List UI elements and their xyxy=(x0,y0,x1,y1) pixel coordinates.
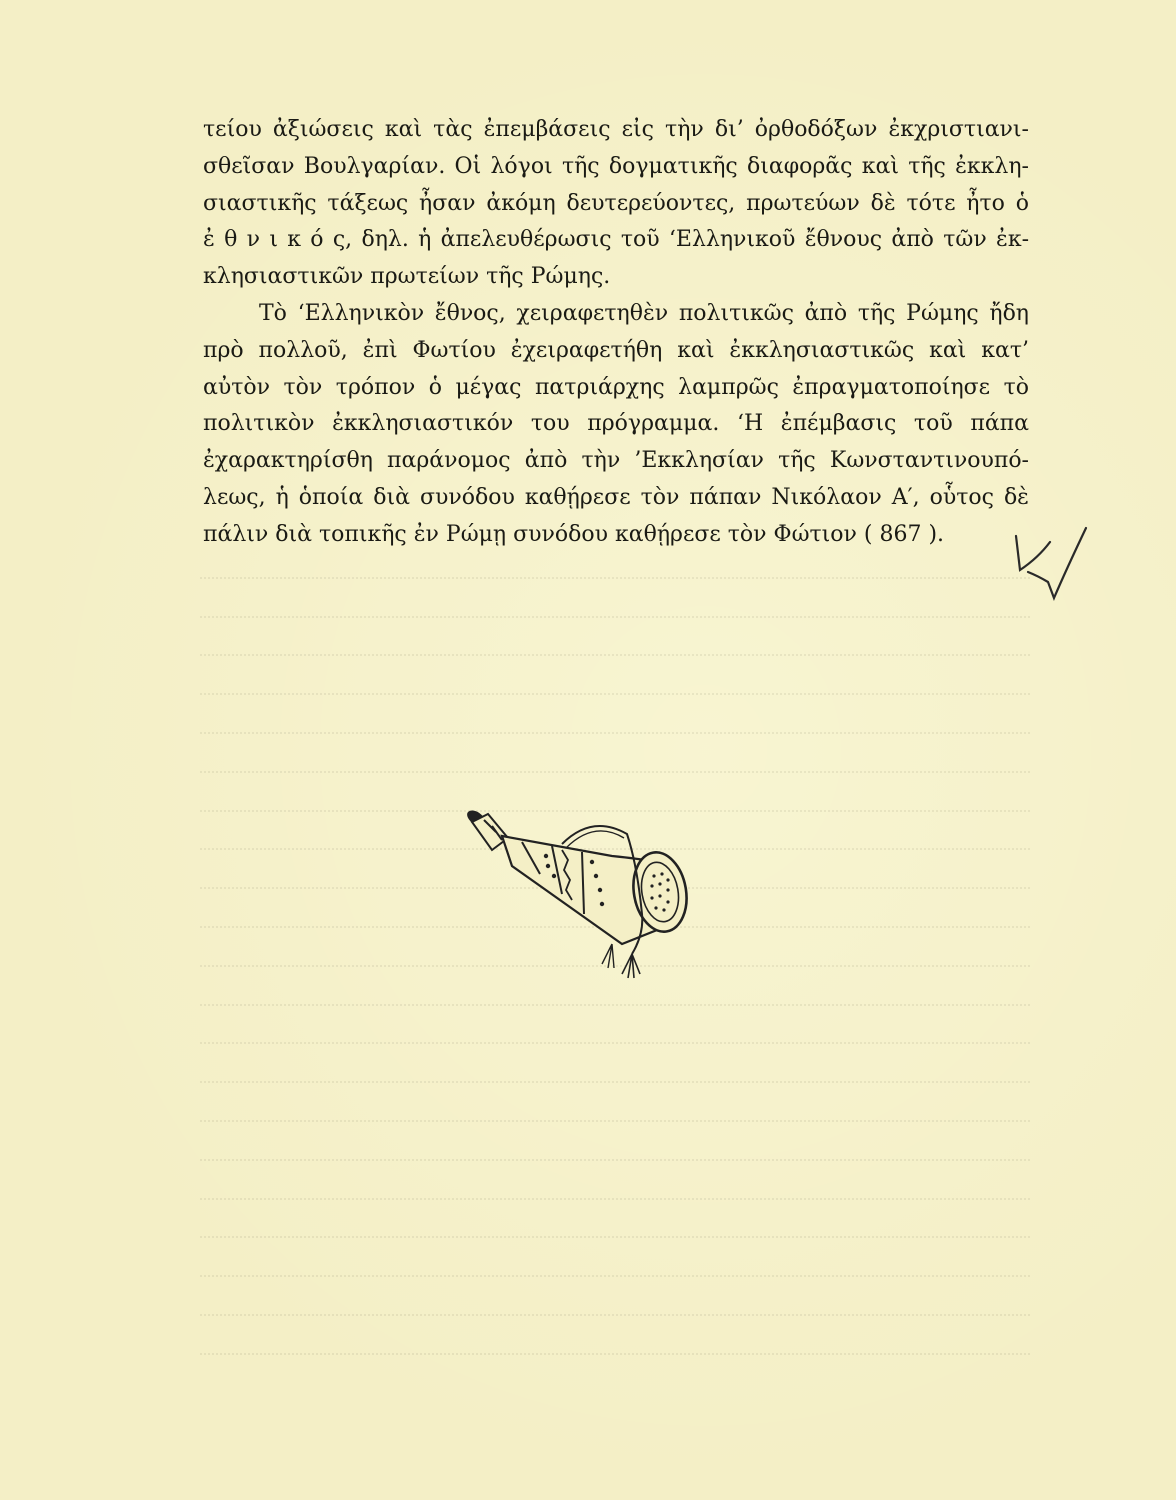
text-line: ἐ θ ν ι κ ό ς, δηλ. ἡ ἀπελευθέρωσις τοῦ ‘Ελληνικοῦ ἔθνους ἀπὸ τῶν ἐκ- xyxy=(203,227,1029,253)
paragraph-1 xyxy=(203,112,1029,296)
horn-icon xyxy=(462,804,702,989)
text-line: σιαστικῆς τάξεως ἦσαν ἀκόμη δευτερεύοντες, πρωτεύων δὲ τότε ἦτο ὁ xyxy=(203,190,1029,216)
text-line: πάλιν διὰ τοπικῆς ἐν Ρώμῃ συνόδου καθῄρεσε τὸν Φώτιον ( 867 ). xyxy=(203,521,945,547)
text-line: ἐχαρακτηρίσθη παράνομος ἀπὸ τὴν ’Εκκλησίαν τῆς Κωνσταντινουπό- xyxy=(203,448,1029,474)
text-line: λεως, ἡ ὁποία διὰ συνόδου καθῄρεσε τὸν πάπαν Νικόλαον Α′, οὗτος δὲ xyxy=(203,484,1029,510)
text-line: αὐτὸν τὸν τρόπον ὁ μέγας πατριάρχης λαμπρῶς ἐπραγματοποίησε τὸ xyxy=(203,374,1029,400)
text-line: Τὸ ‘Ελληνικὸν ἔθνος, χειραφετηθὲν πολιτικῶς ἀπὸ τῆς Ρώμης ἤδη xyxy=(259,300,1029,326)
text-line: πρὸ πολλοῦ, ἐπὶ Φωτίου ἐχειραφετήθη καὶ ἐκκλησιαστικῶς καὶ κατ’ xyxy=(203,337,1029,363)
text-line: τείου ἀξιώσεις καὶ τὰς ἐπεμβάσεις εἰς τὴν δι’ ὀρθοδόξων ἐκχριστιανι- xyxy=(203,117,1029,142)
text-line: σθεῖσαν Βουλγαρίαν. Οἱ λόγοι τῆς δογματικῆς διαφορᾶς καὶ τῆς ἐκκλη- xyxy=(203,153,1029,179)
handwritten-checkmark-icon xyxy=(1008,520,1098,615)
paragraph-2 xyxy=(203,296,1029,554)
text-line: κλησιαστικῶν πρωτείων τῆς Ρώμης. xyxy=(203,264,611,290)
body-text xyxy=(203,112,1029,554)
text-line: πολιτικὸν ἐκκλησιαστικόν του πρόγραμμα. ‘Η ἐπέμβασις τοῦ πάπα xyxy=(203,411,1029,437)
